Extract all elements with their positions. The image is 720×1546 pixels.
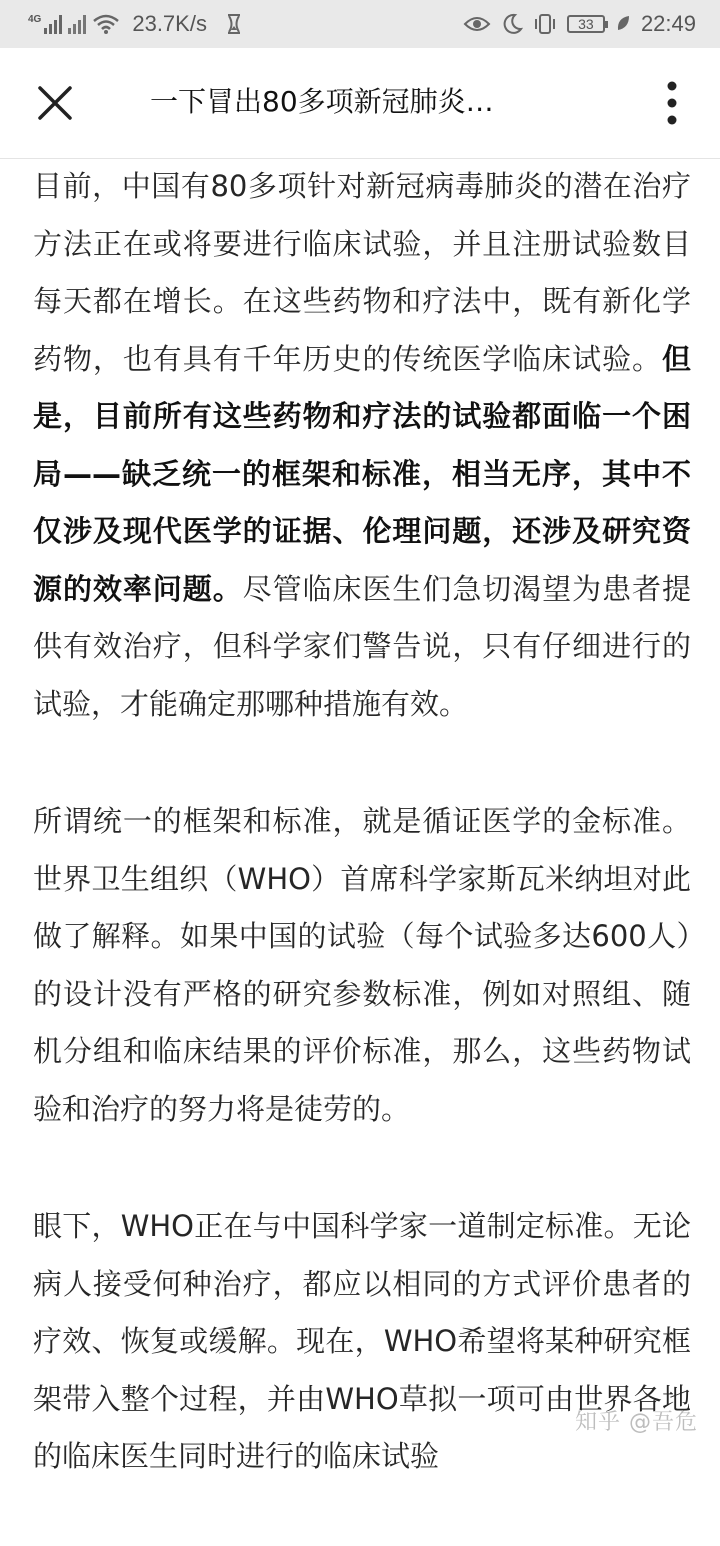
cellular-signal-icon (28, 14, 62, 34)
paragraph-1-bold-text: 但是，目前所有这些药物和疗法的试验都面临一个困局——缺乏统一的框架和标准，相当无序，其中不仅涉及现代医学的证据、伦理问题，还涉及研究资源的效率问题。 (33, 342, 691, 606)
vibrate-icon (533, 13, 557, 35)
wifi-icon (92, 13, 120, 35)
clock: 22:49 (641, 11, 696, 37)
close-icon (30, 78, 80, 128)
battery-icon: 33 (567, 15, 605, 33)
article-body (33, 158, 691, 1546)
more-vertical-icon (652, 78, 692, 128)
status-left (28, 11, 243, 37)
page-title: 一下冒出80多项新冠肺炎… (150, 80, 580, 120)
zhihu-watermark: 知乎 @吾危 (575, 1405, 698, 1436)
network-type-label: 4G (28, 14, 41, 25)
cellular-signal-2-icon (68, 14, 86, 34)
do-not-disturb-moon-icon (501, 13, 523, 35)
paragraph-1-text: 目前，中国有80多项针对新冠病毒肺炎的潜在治疗方法正在或将要进行临床试验，并且注册试验数目每天都在增长。在这些药物和疗法中，既有新化学药物，也有具有千年历史的传统医学临床试验。 (33, 169, 691, 376)
status-right (463, 11, 696, 37)
eye-comfort-icon (463, 14, 491, 34)
nav-bar (0, 48, 720, 159)
close-button[interactable] (30, 78, 80, 128)
paragraph-1-tail-text: 尽管临床医生们急切渴望为患者提供有效治疗，但科学家们警告说，只有仔细进行的试验，才能确定那哪种措施有效。 (33, 572, 691, 721)
leaf-icon (615, 14, 631, 34)
article-paragraph-3: 眼下，WHO正在与中国科学家一道制定标准。无论病人接受何种治疗，都应以相同的方式评价患者的疗效、恢复或缓解。现在，WHO希望将某种研究框架带入整个过程，并由WHO草拟一项可由世界各地的临床医生同时进行的临床试验 (33, 1198, 691, 1486)
article-paragraph-2: 所谓统一的框架和标准，就是循证医学的金标准。世界卫生组织（WHO）首席科学家斯瓦米纳坦对此做了解释。如果中国的试验（每个试验多达600人）的设计没有严格的研究参数标准，例如对照组、随机分组和临床结果的评价标准，那么，这些药物试验和治疗的努力将是徒劳的。 (33, 793, 691, 1138)
article-paragraph-1 (33, 158, 691, 733)
status-bar (0, 0, 720, 48)
hourglass-icon (225, 14, 243, 34)
more-options-button[interactable] (652, 78, 692, 128)
net-speed: 23.7K/s (132, 11, 207, 37)
